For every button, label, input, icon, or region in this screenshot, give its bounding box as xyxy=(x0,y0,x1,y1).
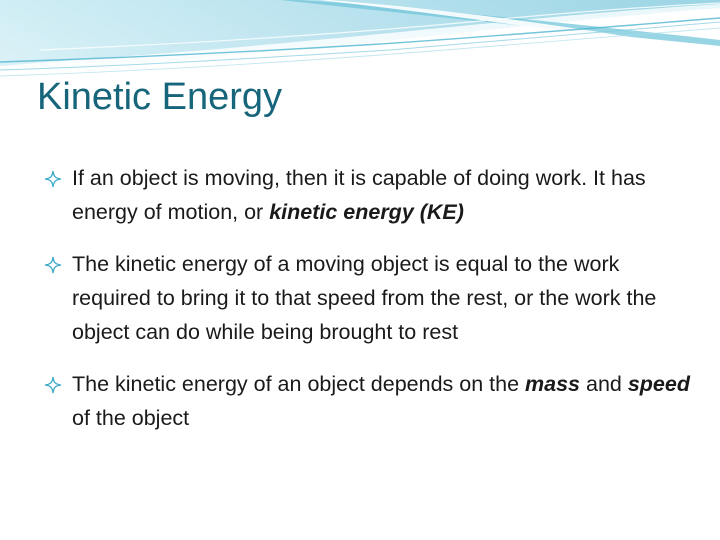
bullet-text: The kinetic energy of a moving object is equal to the work required to bring it to that speed from the rest, or the work the object can do while being brought to rest xyxy=(72,252,657,344)
emphasis-text: mass xyxy=(525,372,581,396)
four-point-star-icon xyxy=(44,376,62,394)
slide-title: Kinetic Energy xyxy=(37,76,283,118)
bullet-item xyxy=(44,161,704,229)
four-point-star-icon xyxy=(44,256,62,274)
emphasis-text: speed xyxy=(627,372,690,396)
emphasis-text: kinetic energy (KE) xyxy=(269,200,464,224)
bullet-item xyxy=(44,367,704,435)
bullet-text: If an object is moving, then it is capable of doing work. It has energy of motion, or kinetic energy (KE) xyxy=(72,166,646,224)
bullet-item xyxy=(44,247,704,349)
bullet-list xyxy=(44,161,704,435)
four-point-star-icon xyxy=(44,170,62,188)
bullet-text: The kinetic energy of an object depends on the mass and speed of the object xyxy=(72,372,690,430)
